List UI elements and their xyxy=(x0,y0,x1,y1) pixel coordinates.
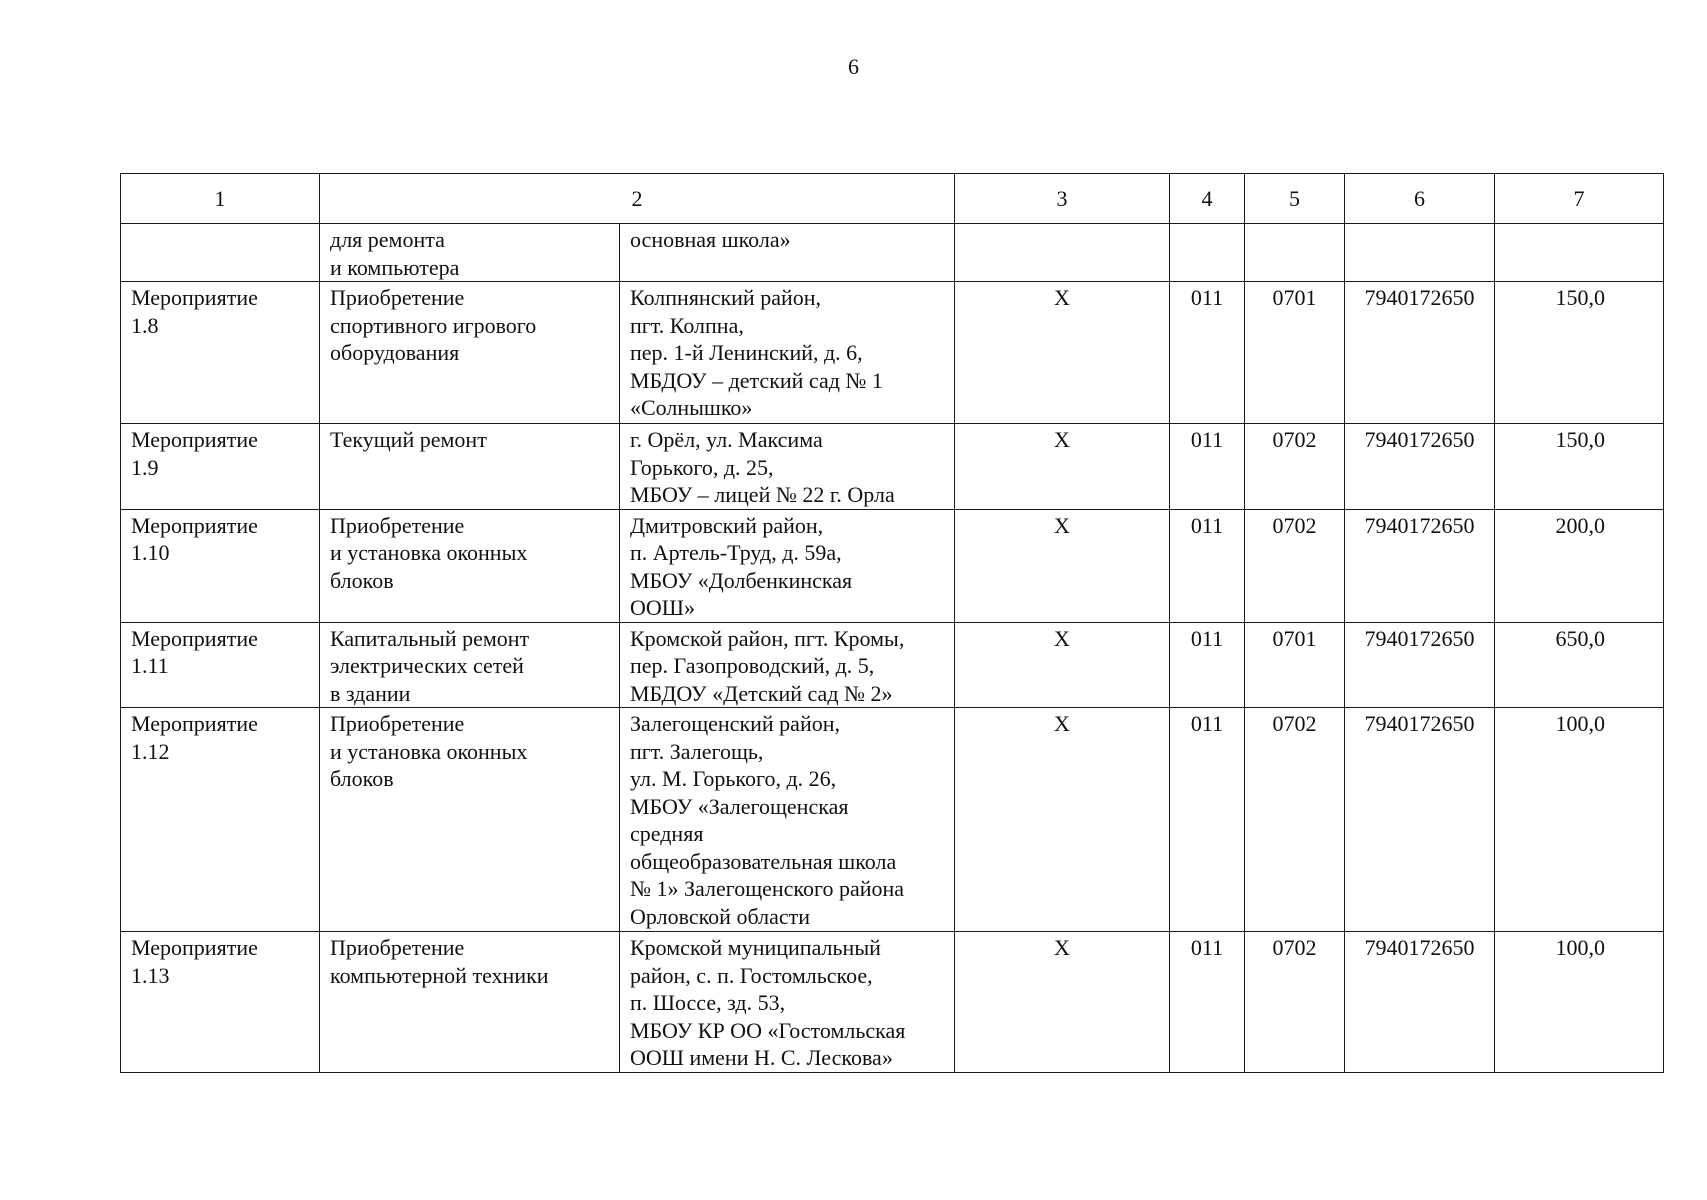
header-row xyxy=(121,174,1664,224)
col4-cell: 011 xyxy=(1170,509,1245,622)
address-cell: Дмитровский район, п. Артель-Труд, д. 59а, МБОУ «Долбенкинская ООШ» xyxy=(620,509,955,622)
header-cell: 4 xyxy=(1170,174,1245,224)
col3-cell: X xyxy=(955,932,1170,1073)
col6-cell: 7940172650 xyxy=(1345,932,1495,1073)
event-cell: Мероприятие 1.10 xyxy=(121,509,320,622)
col7-cell: 150,0 xyxy=(1495,424,1664,510)
address-cell: Кромской район, пгт. Кромы, пер. Газопроводский, д. 5, МБДОУ «Детский сад № 2» xyxy=(620,622,955,708)
col5-cell: 0702 xyxy=(1245,708,1345,932)
event-cell: Мероприятие 1.8 xyxy=(121,282,320,424)
col5-cell: 0702 xyxy=(1245,932,1345,1073)
event-cell: Мероприятие 1.11 xyxy=(121,622,320,708)
col7-cell: 200,0 xyxy=(1495,509,1664,622)
col6-cell: 7940172650 xyxy=(1345,509,1495,622)
col4-cell: 011 xyxy=(1170,708,1245,932)
address-cell: Колпнянский район, пгт. Колпна, пер. 1-й Ленинский, д. 6, МБДОУ – детский сад № 1 «Солнышко» xyxy=(620,282,955,424)
header-cell: 7 xyxy=(1495,174,1664,224)
col3-cell: X xyxy=(955,708,1170,932)
continuation-row xyxy=(121,224,1664,282)
name-cell: Текущий ремонт xyxy=(320,424,620,510)
table-row xyxy=(121,932,1664,1073)
col3-cell: X xyxy=(955,424,1170,510)
event-cell: Мероприятие 1.9 xyxy=(121,424,320,510)
table-cell: основная школа» xyxy=(620,224,955,282)
col6-cell: 7940172650 xyxy=(1345,282,1495,424)
col5-cell: 0701 xyxy=(1245,622,1345,708)
table-row xyxy=(121,509,1664,622)
col4-cell: 011 xyxy=(1170,282,1245,424)
budget-table xyxy=(120,173,1664,1073)
col5-cell: 0702 xyxy=(1245,509,1345,622)
table-row xyxy=(121,282,1664,424)
name-cell: Приобретение компьютерной техники xyxy=(320,932,620,1073)
col3-cell: X xyxy=(955,622,1170,708)
col3-cell: X xyxy=(955,509,1170,622)
name-cell: Приобретение и установка оконных блоков xyxy=(320,708,620,932)
table-cell xyxy=(1245,224,1345,282)
header-cell: 5 xyxy=(1245,174,1345,224)
name-cell: Приобретение спортивного игрового оборудования xyxy=(320,282,620,424)
header-cell: 6 xyxy=(1345,174,1495,224)
col6-cell: 7940172650 xyxy=(1345,424,1495,510)
col5-cell: 0702 xyxy=(1245,424,1345,510)
col4-cell: 011 xyxy=(1170,424,1245,510)
address-cell: Кромской муниципальный район, с. п. Гостомльское, п. Шоссе, зд. 53, МБОУ КР ОО «Гостомльская ООШ имени Н. С. Лескова» xyxy=(620,932,955,1073)
address-cell: Залегощенский район, пгт. Залегощь, ул. М. Горького, д. 26, МБОУ «Залегощенская средняя общеобразовательная школа № 1» Залегощенского района Орловской области xyxy=(620,708,955,932)
table-cell xyxy=(1345,224,1495,282)
table-row xyxy=(121,424,1664,510)
col4-cell: 011 xyxy=(1170,622,1245,708)
table-cell xyxy=(1495,224,1664,282)
table-cell: для ремонта и компьютера xyxy=(320,224,620,282)
name-cell: Приобретение и установка оконных блоков xyxy=(320,509,620,622)
col7-cell: 100,0 xyxy=(1495,708,1664,932)
col7-cell: 100,0 xyxy=(1495,932,1664,1073)
col4-cell: 011 xyxy=(1170,932,1245,1073)
address-cell: г. Орёл, ул. Максима Горького, д. 25, МБОУ – лицей № 22 г. Орла xyxy=(620,424,955,510)
header-cell: 1 xyxy=(121,174,320,224)
table-row xyxy=(121,708,1664,932)
event-cell: Мероприятие 1.13 xyxy=(121,932,320,1073)
name-cell: Капитальный ремонт электрических сетей в здании xyxy=(320,622,620,708)
event-cell: Мероприятие 1.12 xyxy=(121,708,320,932)
table-cell xyxy=(121,224,320,282)
table-row xyxy=(121,622,1664,708)
col7-cell: 150,0 xyxy=(1495,282,1664,424)
col6-cell: 7940172650 xyxy=(1345,708,1495,932)
table-cell xyxy=(1170,224,1245,282)
col3-cell: X xyxy=(955,282,1170,424)
col7-cell: 650,0 xyxy=(1495,622,1664,708)
page-number: 6 xyxy=(848,54,859,79)
header-cell: 3 xyxy=(955,174,1170,224)
col6-cell: 7940172650 xyxy=(1345,622,1495,708)
col5-cell: 0701 xyxy=(1245,282,1345,424)
header-cell: 2 xyxy=(320,174,955,224)
table-cell xyxy=(955,224,1170,282)
